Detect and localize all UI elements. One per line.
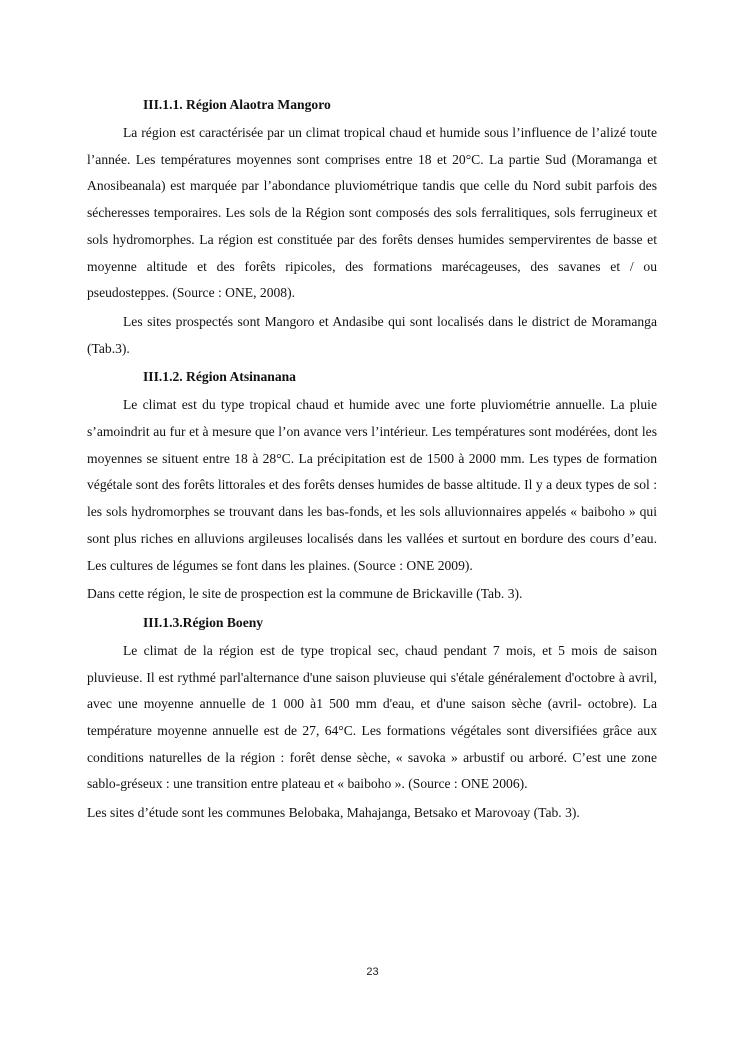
paragraph-boeny-sites: Les sites d’étude sont les communes Belobaka, Mahajanga, Betsako et Marovoay (Tab. 3). bbox=[87, 805, 580, 821]
paragraph-alaotra-climate: La région est caractérisée par un climat tropical chaud et humide sous l’influence de l’alizé toute l’année. Les températures moyennes sont comprises entre 18 et 20°C. La partie Sud (Moramanga et Anosibeanala) est marquée par l’abondance pluviométrique tandis que celle du Nord subit parfois des sécheresses temporaires. Les sols de la Région sont composés des sols ferralitiques, sols ferrugineux et sols hydromorphes. La région est constituée par des forêts denses humides sempervirentes de basse et moyenne altitude et des forêts ripicoles, des formations marécageuses, des savanes et / ou pseudosteppes. (Source : ONE, 2008). bbox=[87, 125, 657, 301]
page-number: 23 bbox=[366, 966, 379, 978]
document-body bbox=[87, 92, 657, 829]
section-heading-atsinanana: III.1.2. Région Atsinanana bbox=[143, 369, 296, 385]
section-heading-alaotra-mangoro: III.1.1. Région Alaotra Mangoro bbox=[143, 97, 331, 112]
paragraph-alaotra-sites: Les sites prospectés sont Mangoro et Andasibe qui sont localisés dans le district de Moramanga (Tab.3). bbox=[87, 313, 657, 356]
paragraph-atsinanana-climate: Le climat est du type tropical chaud et humide avec une forte pluviométrie annuelle. La pluie s’amoindrit au fur et à mesure que l’on avance vers l’intérieur. Les températures sont modérées, dont les moyennes se situent entre 18 à 28°C. La précipitation est de 1500 à 2000 mm. Les types de formation végétale sont des forêts littorales et des forêts denses humides de basse altitude. Il y a deux types de sol : les sols hydromorphes se trouvant dans les bas-fonds, et les sols alluvionnaires appelés « baiboho » qui sont plus riches en alluvions argileuses localisés dans les vallées et surtout en bordure des cours d’eau. Les cultures de légumes se font dans les plaines. (Source : ONE 2009). bbox=[87, 397, 657, 573]
section-heading-boeny: III.1.3.Région Boeny bbox=[143, 614, 264, 630]
paragraph-boeny-climate: Le climat de la région est de type tropical sec, chaud pendant 7 mois, et 5 mois de saison pluvieuse. Il est rythmé parl'alternance d'une saison pluvieuse qui s'étale généralement d'octobre à avril, avec une moyenne annuelle de 1 000 à1 500 mm d'eau, et d'une saison sèche (avril- octobre). La température moyenne annuelle est de 27, 64°C. Les formations végétales sont diversifiées grâce aux conditions naturelles de la région : forêt dense sèche, « savoka » arbustif ou arboré. C’est une zone sablo-gréseux : une transition entre plateau et « baiboho ». (Source : ONE 2006). bbox=[87, 642, 657, 792]
paragraph-atsinanana-sites: Dans cette région, le site de prospection est la commune de Brickaville (Tab. 3). bbox=[87, 586, 523, 602]
